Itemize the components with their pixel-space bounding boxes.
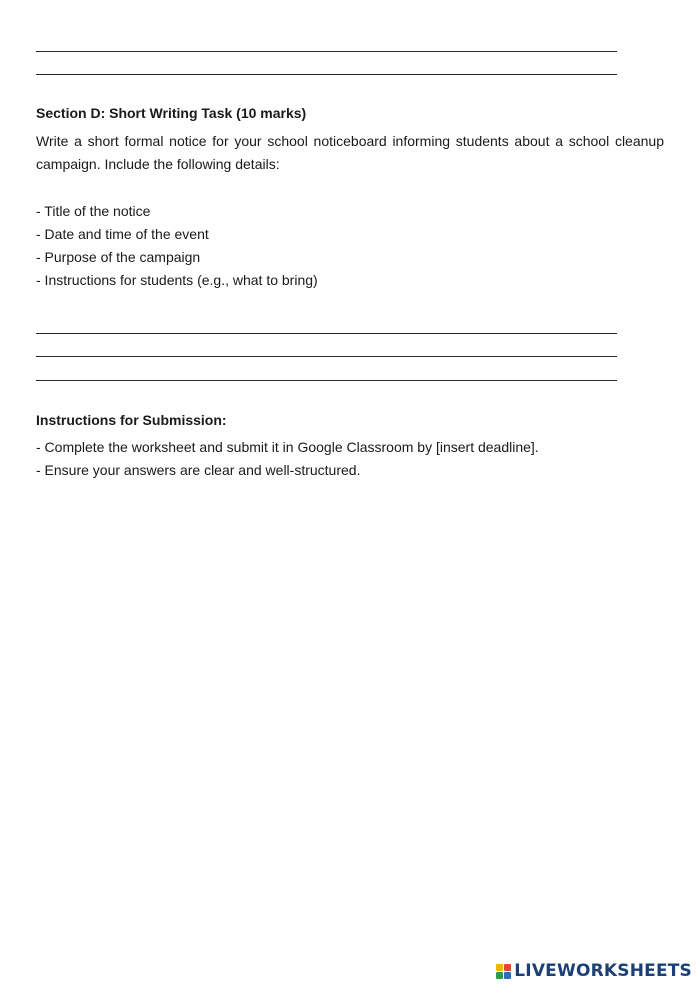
section-d-heading: Section D: Short Writing Task (10 marks) bbox=[36, 105, 307, 121]
answer-line[interactable] bbox=[36, 356, 617, 357]
list-item: - Instructions for students (e.g., what to bring) bbox=[36, 272, 318, 288]
section-d-details-list bbox=[36, 200, 318, 292]
answer-line[interactable] bbox=[36, 380, 617, 381]
list-item: - Complete the worksheet and submit it in Google Classroom by [insert deadline]. bbox=[36, 439, 539, 455]
list-item: - Purpose of the campaign bbox=[36, 249, 201, 265]
submission-instructions-list bbox=[36, 436, 539, 482]
section-d-intro: Write a short formal notice for your school noticeboard informing students about a school cleanup campaign. Include the following details: bbox=[36, 133, 664, 172]
logo-tile bbox=[496, 964, 503, 971]
answer-line[interactable] bbox=[36, 51, 617, 52]
liveworksheets-logo-icon bbox=[496, 964, 511, 979]
list-item: - Ensure your answers are clear and well-structured. bbox=[36, 462, 361, 478]
list-item: - Title of the notice bbox=[36, 203, 151, 219]
list-item: - Date and time of the event bbox=[36, 226, 209, 242]
answer-line[interactable] bbox=[36, 74, 617, 75]
logo-tile bbox=[504, 964, 511, 971]
logo-tile bbox=[496, 972, 503, 979]
submission-heading: Instructions for Submission: bbox=[36, 412, 227, 428]
liveworksheets-wordmark: LIVEWORKSHEETS bbox=[514, 961, 692, 981]
liveworksheets-logo bbox=[496, 960, 692, 982]
answer-line[interactable] bbox=[36, 333, 617, 334]
logo-tile bbox=[504, 972, 511, 979]
